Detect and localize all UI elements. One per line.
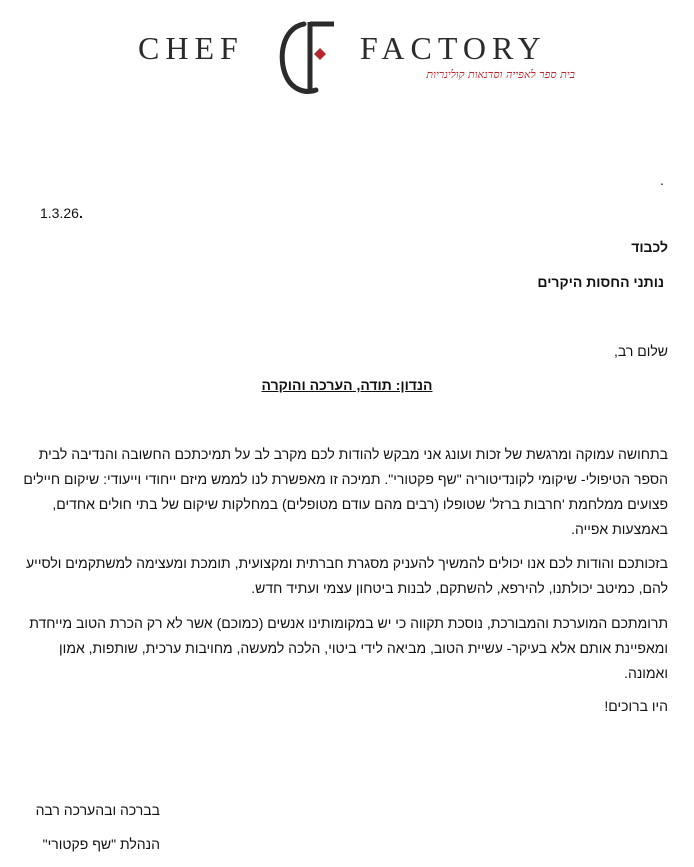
brand-tagline: בית ספר לאפייה וסדנאות קולינריות — [426, 68, 575, 81]
brand-name-left: CHEF — [138, 30, 244, 66]
greeting: שלום רב, — [614, 343, 668, 359]
letterhead — [0, 0, 694, 110]
stray-dot: . — [660, 172, 664, 188]
paragraph-line: בתחושה עמוקה ומרגשת של זכות ועונג אני מבקש להודות לכם מקרב לב על תמיכתכם החשובה והנדיבה לבית — [38, 446, 668, 462]
date-suffix: . — [78, 205, 83, 221]
signature: הנהלת "שף פקטורי" — [42, 836, 160, 852]
paragraph-line: ואמונה. — [624, 665, 668, 681]
salutation-to: לכבוד — [631, 239, 668, 255]
paragraph-line: פצועים ממלחמת 'חרבות ברזל' שטופלו (רבים מהם עודם מטופלים) במחלקות שיקום של בתי חולים אחדים, — [52, 496, 668, 512]
paragraph-line: תרומתכם המוערכת והמבורכת, נוסכת תקווה כי יש במקומותינו אנשים (כמוכם) אשר לא רק הכרת הטוב מייחדת — [29, 615, 668, 631]
sign-off: בברכה ובהערכה רבה — [35, 802, 160, 818]
paragraph-2 — [26, 551, 668, 601]
brand-name-right: FACTORY — [360, 30, 547, 66]
chef-factory-logo-icon — [276, 18, 340, 96]
paragraph-line: בזכותכם והודות לכם אנו יכולים להמשיך להעניק מסגרת חברתית ומקצועית, תומכת ומעצימה למשתקמים ולסייע — [26, 555, 668, 571]
paragraph-3 — [29, 611, 668, 686]
letter-subject: הנדון: תודה, הערכה והוקרה — [261, 377, 433, 393]
paragraph-line: באמצעות אפייה. — [571, 521, 668, 537]
closing-line: היו ברוכים! — [604, 698, 668, 714]
date-value: 1.3.26 — [40, 205, 79, 221]
recipients: נותני החסות היקרים — [537, 274, 664, 290]
paragraph-line: הספר הטיפולי- שיקומי לקונדיטוריה "שף פקטורי". תמיכה זו מאפשרת לנו לממש מיזם ייחודי וייעודי: שיקום חיילים — [23, 471, 668, 487]
paragraph-1 — [23, 442, 668, 542]
paragraph-line: ומאפיינת אותם אלא בעיקר- עשיית הטוב, מביאה לידי ביטוי, הלכה למעשה, מחויבות ערכית, שותפות, אמון — [59, 640, 668, 656]
letter-date — [40, 205, 83, 221]
paragraph-line: להם, כמיטב יכולתנו, להירפא, להשתקם, לבנות ביטחון עצמי ועתיד חדש. — [251, 580, 668, 596]
